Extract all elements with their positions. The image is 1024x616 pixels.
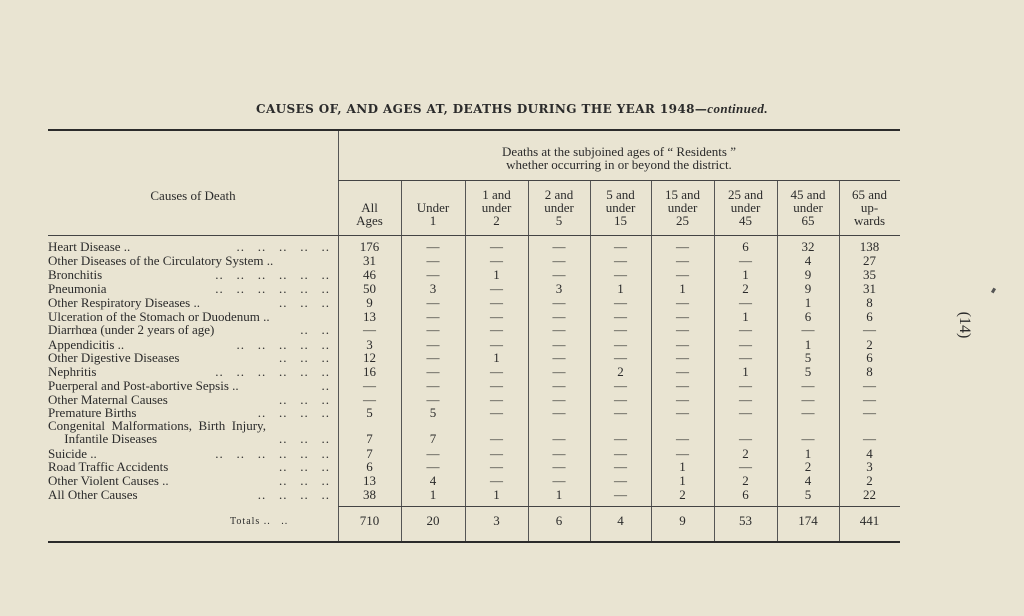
age-column-header-line: 2 bbox=[493, 213, 500, 228]
age-column-header-line: All bbox=[361, 200, 378, 215]
leader-dots: .. .. .. bbox=[279, 473, 330, 488]
table-cell: — bbox=[614, 446, 627, 461]
leader-dots: .. .. .. .. .. bbox=[236, 239, 330, 254]
table-cell: 9 bbox=[366, 295, 373, 310]
age-column-header-line: 1 and bbox=[482, 187, 511, 202]
table-cell: 4 bbox=[804, 253, 812, 268]
age-column-header-line: up- bbox=[860, 200, 879, 215]
table-cell: — bbox=[739, 337, 752, 352]
table-cell: 1 bbox=[804, 446, 812, 461]
age-column-header bbox=[714, 188, 777, 227]
leader-dots: .. .. .. bbox=[279, 392, 330, 407]
table-cell: 5 bbox=[804, 364, 812, 379]
table-cell: — bbox=[676, 350, 689, 365]
table-cell: 9 bbox=[804, 281, 812, 296]
total-cell: 3 bbox=[493, 513, 500, 528]
table-cell: 138 bbox=[859, 239, 880, 254]
table-cell: 31 bbox=[863, 281, 876, 296]
age-column-header-line: 15 bbox=[614, 213, 627, 228]
table-cell: 2 bbox=[804, 459, 812, 474]
table-cell: 1 bbox=[493, 267, 500, 282]
age-column-header bbox=[651, 188, 714, 227]
table-cell: — bbox=[426, 337, 440, 352]
table-cell: 46 bbox=[363, 267, 376, 282]
table-cell: 2 bbox=[617, 364, 624, 379]
cause-label: Heart Disease .. bbox=[48, 239, 131, 254]
age-column-header-line: under bbox=[544, 200, 574, 215]
cause-label: Congenital Malformations, Birth Injury, bbox=[48, 418, 266, 433]
age-column-header-line: under bbox=[793, 200, 823, 215]
table-cell: 7 bbox=[366, 431, 373, 446]
cause-label: Premature Births bbox=[48, 405, 137, 420]
leader-dots: .. .. .. bbox=[279, 350, 330, 365]
total-cell: 6 bbox=[555, 513, 563, 528]
header-bottom-rule bbox=[48, 235, 900, 236]
table-cell: — bbox=[363, 392, 376, 407]
cause-label: Diarrhœa (under 2 years of age) bbox=[48, 322, 215, 337]
table-cell: 2 bbox=[742, 473, 749, 488]
total-cell: 710 bbox=[359, 513, 380, 528]
table-cell: — bbox=[801, 431, 815, 446]
table-cell: — bbox=[739, 459, 752, 474]
table-cell: — bbox=[490, 473, 503, 488]
leader-dots: .. .. .. .. bbox=[257, 405, 330, 420]
table-cell: — bbox=[490, 392, 503, 407]
table-cell: 1 bbox=[555, 487, 563, 502]
table-cell: — bbox=[552, 267, 566, 282]
table-cell: — bbox=[676, 267, 689, 282]
table-cell: — bbox=[676, 295, 689, 310]
table-cell: 1 bbox=[679, 473, 686, 488]
leader-dots: .. .. .. bbox=[279, 295, 330, 310]
group-header-rule bbox=[338, 180, 900, 181]
table-cell: — bbox=[490, 364, 503, 379]
table-cell: — bbox=[614, 473, 627, 488]
table-cell: — bbox=[363, 378, 376, 393]
table-cell: — bbox=[552, 337, 566, 352]
table-cell: — bbox=[490, 239, 503, 254]
table-cell: 16 bbox=[363, 364, 376, 379]
age-column-header-line: 25 and bbox=[727, 187, 764, 202]
table-cell: — bbox=[676, 431, 689, 446]
table-cell: — bbox=[552, 473, 566, 488]
table-cell: — bbox=[490, 405, 503, 420]
table-cell: 1 bbox=[742, 267, 749, 282]
age-column-header bbox=[465, 188, 528, 227]
table-cell: — bbox=[426, 309, 440, 324]
table-cell: — bbox=[614, 431, 627, 446]
table-cell: — bbox=[676, 378, 689, 393]
cause-label: Pneumonia bbox=[48, 281, 107, 296]
table-cell: — bbox=[676, 392, 689, 407]
table-cell: — bbox=[614, 322, 627, 337]
age-column-header-line: under bbox=[605, 200, 636, 215]
table-cell: — bbox=[863, 431, 876, 446]
table-cell: — bbox=[676, 253, 689, 268]
table-cell: — bbox=[426, 378, 440, 393]
table-cell: 9 bbox=[804, 267, 812, 282]
table-cell: — bbox=[676, 446, 689, 461]
age-column-header-line: 5 bbox=[555, 213, 563, 228]
cause-label: Bronchitis bbox=[48, 267, 103, 282]
table-cell: — bbox=[490, 459, 503, 474]
table-cell: — bbox=[614, 378, 627, 393]
table-cell: — bbox=[739, 392, 752, 407]
age-column-header-line: 25 bbox=[676, 213, 689, 228]
leader-dots: .. .. .. bbox=[279, 459, 330, 474]
table-cell: — bbox=[552, 459, 566, 474]
leader-dots: .. .. .. .. .. .. bbox=[215, 281, 330, 296]
table-cell: — bbox=[614, 459, 627, 474]
table-cell: 27 bbox=[863, 253, 876, 268]
table-cell: — bbox=[863, 378, 876, 393]
table-cell: — bbox=[552, 350, 566, 365]
table-cell: — bbox=[426, 364, 440, 379]
leader-dots: .. .. .. bbox=[279, 431, 330, 446]
table-cell: — bbox=[426, 459, 440, 474]
table-cell: — bbox=[552, 239, 566, 254]
table-cell: — bbox=[490, 281, 503, 296]
table-cell: 50 bbox=[363, 281, 376, 296]
table-cell: 32 bbox=[801, 239, 815, 254]
table-cell: — bbox=[614, 309, 627, 324]
table-cell: 2 bbox=[679, 487, 686, 502]
table-cell: — bbox=[614, 392, 627, 407]
table-cell: — bbox=[490, 253, 503, 268]
table-cell: 8 bbox=[866, 364, 873, 379]
bottom-rule bbox=[48, 541, 900, 543]
table-cell: — bbox=[676, 364, 689, 379]
table-cell: — bbox=[863, 405, 876, 420]
table-cell: — bbox=[739, 431, 752, 446]
table-cell: 22 bbox=[863, 487, 876, 502]
cause-label: All Other Causes bbox=[48, 487, 138, 502]
table-cell: — bbox=[614, 337, 627, 352]
table-cell: — bbox=[552, 405, 566, 420]
cause-label: Appendicitis .. bbox=[48, 337, 125, 352]
cause-label: Ulceration of the Stomach or Duodenum .. bbox=[48, 309, 270, 324]
table-cell: 1 bbox=[742, 364, 749, 379]
table-cell: — bbox=[676, 405, 689, 420]
table-cell: 5 bbox=[429, 405, 437, 420]
table-cell: — bbox=[614, 253, 627, 268]
table-cell: — bbox=[426, 253, 440, 268]
table-cell: — bbox=[614, 295, 627, 310]
table-cell: 1 bbox=[493, 487, 500, 502]
table-cell: 7 bbox=[429, 431, 437, 446]
table-cell: — bbox=[614, 267, 627, 282]
cause-label: Other Diseases of the Circulatory System .. bbox=[48, 253, 274, 268]
cause-label: Other Respiratory Diseases .. bbox=[48, 295, 200, 310]
table-cell: 1 bbox=[679, 459, 686, 474]
table-cell: 3 bbox=[429, 281, 437, 296]
age-column-header-line: Ages bbox=[356, 213, 383, 228]
table-cell: — bbox=[426, 322, 440, 337]
total-cell: 9 bbox=[679, 513, 686, 528]
total-cell: 174 bbox=[798, 513, 818, 528]
table-cell: 3 bbox=[866, 459, 873, 474]
table-cell: — bbox=[490, 322, 503, 337]
table-cell: — bbox=[552, 392, 566, 407]
table-cell: 35 bbox=[863, 267, 876, 282]
table-cell: — bbox=[426, 392, 440, 407]
age-column-header-line: 5 and bbox=[606, 187, 635, 202]
table-cell: — bbox=[676, 322, 689, 337]
cause-label: Other Digestive Diseases bbox=[48, 350, 180, 365]
table-cell: — bbox=[614, 405, 627, 420]
leader-dots: .. .. .. .. bbox=[257, 487, 330, 502]
table-cell: — bbox=[426, 239, 440, 254]
table-cell: — bbox=[676, 337, 689, 352]
table-cell: — bbox=[676, 309, 689, 324]
table-cell: — bbox=[552, 378, 566, 393]
table-cell: — bbox=[739, 378, 752, 393]
age-column-header-line: under bbox=[481, 200, 512, 215]
leader-dots: .. bbox=[321, 378, 330, 393]
table-cell: — bbox=[490, 309, 503, 324]
table-cell: 4 bbox=[866, 446, 873, 461]
age-column-header-line: 65 and bbox=[851, 187, 888, 202]
table-cell: 5 bbox=[804, 350, 812, 365]
group-header-line1: Deaths at the subjoined ages of “ Residents ” bbox=[502, 144, 736, 159]
table-cell: — bbox=[490, 431, 503, 446]
age-column-header-line: 45 bbox=[739, 213, 752, 228]
age-column-header-line: 65 bbox=[801, 213, 815, 228]
leader-dots: .. .. .. .. .. bbox=[236, 337, 330, 352]
table-cell: 1 bbox=[742, 309, 749, 324]
total-cell: 53 bbox=[739, 513, 752, 528]
causes-header: Causes of Death bbox=[150, 188, 236, 203]
age-column-header bbox=[590, 188, 651, 227]
table-cell: — bbox=[552, 322, 566, 337]
age-column-header-line: 45 and bbox=[790, 187, 826, 202]
cause-label: Road Traffic Accidents bbox=[48, 459, 169, 474]
table-cell: — bbox=[801, 378, 815, 393]
table-cell: — bbox=[863, 392, 876, 407]
table-cell: — bbox=[426, 295, 440, 310]
table-cell: — bbox=[739, 405, 752, 420]
leader-dots: .. .. bbox=[300, 322, 330, 337]
table-cell: 2 bbox=[742, 281, 749, 296]
age-column-header bbox=[338, 201, 401, 227]
table-cell: 4 bbox=[429, 473, 437, 488]
age-column-header-line: 1 bbox=[429, 213, 437, 228]
age-column-header-line: 15 and bbox=[664, 187, 701, 202]
table-cell: 6 bbox=[804, 309, 812, 324]
table-cell: 1 bbox=[617, 281, 624, 296]
cause-label: Nephritis bbox=[48, 364, 97, 379]
age-column-header-line: Under bbox=[416, 200, 450, 215]
table-cell: — bbox=[552, 364, 566, 379]
table-title: CAUSES OF, AND AGES AT, DEATHS DURING THE YEAR 1948—continued. bbox=[256, 101, 768, 116]
table-cell: 6 bbox=[866, 350, 873, 365]
cause-label: Suicide .. bbox=[48, 446, 97, 461]
table-cell: 8 bbox=[866, 295, 873, 310]
total-cell: 4 bbox=[617, 513, 624, 528]
table-cell: 13 bbox=[363, 309, 376, 324]
cause-label: Infantile Diseases bbox=[48, 431, 158, 446]
table-cell: 2 bbox=[866, 337, 873, 352]
table-cell: — bbox=[739, 350, 752, 365]
table-cell: — bbox=[739, 253, 752, 268]
table-cell: — bbox=[490, 446, 503, 461]
age-column-header bbox=[401, 201, 465, 227]
table-cell: 12 bbox=[363, 350, 376, 365]
age-column-header-line: under bbox=[730, 200, 761, 215]
totals-top-rule bbox=[338, 506, 900, 507]
top-rule bbox=[48, 129, 900, 131]
leader-dots: .. .. .. .. .. .. bbox=[215, 364, 330, 379]
table-cell: 4 bbox=[804, 473, 812, 488]
age-column-header bbox=[528, 188, 590, 227]
table-cell: — bbox=[863, 322, 876, 337]
table-cell: 1 bbox=[804, 337, 812, 352]
table-cell: — bbox=[614, 350, 627, 365]
table-cell: 176 bbox=[359, 239, 380, 254]
table-cell: — bbox=[676, 239, 689, 254]
table-cell: 2 bbox=[866, 473, 873, 488]
table-cell: 6 bbox=[742, 239, 749, 254]
table-cell: — bbox=[363, 322, 376, 337]
group-header-line2: whether occurring in or beyond the district. bbox=[506, 157, 732, 172]
table-cell: — bbox=[552, 253, 566, 268]
table-cell: — bbox=[801, 322, 815, 337]
table-cell: 1 bbox=[804, 295, 812, 310]
table-cell: 5 bbox=[366, 405, 373, 420]
age-column-header-line: wards bbox=[853, 213, 886, 228]
table-cell: — bbox=[490, 295, 503, 310]
cause-label: Other Violent Causes .. bbox=[48, 473, 169, 488]
table-cell: 13 bbox=[363, 473, 376, 488]
ink-mark bbox=[991, 288, 996, 294]
cause-label: Puerperal and Post-abortive Sepsis .. bbox=[48, 378, 239, 393]
table-cell: 1 bbox=[429, 487, 437, 502]
age-column-header-line: under bbox=[667, 200, 698, 215]
total-cell: 441 bbox=[859, 513, 880, 528]
table-cell: — bbox=[614, 487, 627, 502]
table-cell: 6 bbox=[366, 459, 373, 474]
age-column-header-line: 2 and bbox=[544, 187, 574, 202]
table-cell: 38 bbox=[363, 487, 376, 502]
table-cell: — bbox=[490, 378, 503, 393]
leader-dots: .. .. .. .. .. .. bbox=[215, 267, 330, 282]
table-cell: — bbox=[426, 267, 440, 282]
leader-dots: .. .. .. .. .. .. bbox=[215, 446, 330, 461]
page-number: (14) bbox=[956, 311, 973, 339]
table-cell: — bbox=[552, 446, 566, 461]
age-column-header bbox=[777, 188, 839, 227]
table-cell: 2 bbox=[742, 446, 749, 461]
table-cell: 31 bbox=[363, 253, 376, 268]
table-cell: 3 bbox=[366, 337, 373, 352]
table-cell: — bbox=[552, 309, 566, 324]
table-cell: — bbox=[426, 350, 440, 365]
table-cell: — bbox=[801, 405, 815, 420]
table-cell: — bbox=[801, 392, 815, 407]
table-cell: 7 bbox=[366, 446, 373, 461]
age-column-header bbox=[839, 188, 900, 227]
table-cell: — bbox=[552, 431, 566, 446]
table-cell: 1 bbox=[679, 281, 686, 296]
table-cell: 1 bbox=[493, 350, 500, 365]
table-cell: 5 bbox=[804, 487, 812, 502]
table-cell: 3 bbox=[555, 281, 563, 296]
table-cell: — bbox=[739, 322, 752, 337]
table-cell: 6 bbox=[866, 309, 873, 324]
table-cell: — bbox=[490, 337, 503, 352]
table-cell: — bbox=[426, 446, 440, 461]
total-cell: 20 bbox=[426, 513, 440, 528]
table-cell: 6 bbox=[742, 487, 749, 502]
table-cell: — bbox=[739, 295, 752, 310]
totals-label: Totals .. .. bbox=[230, 516, 289, 527]
cause-label: Other Maternal Causes bbox=[48, 392, 168, 407]
table-cell: — bbox=[614, 239, 627, 254]
table-cell: — bbox=[552, 295, 566, 310]
